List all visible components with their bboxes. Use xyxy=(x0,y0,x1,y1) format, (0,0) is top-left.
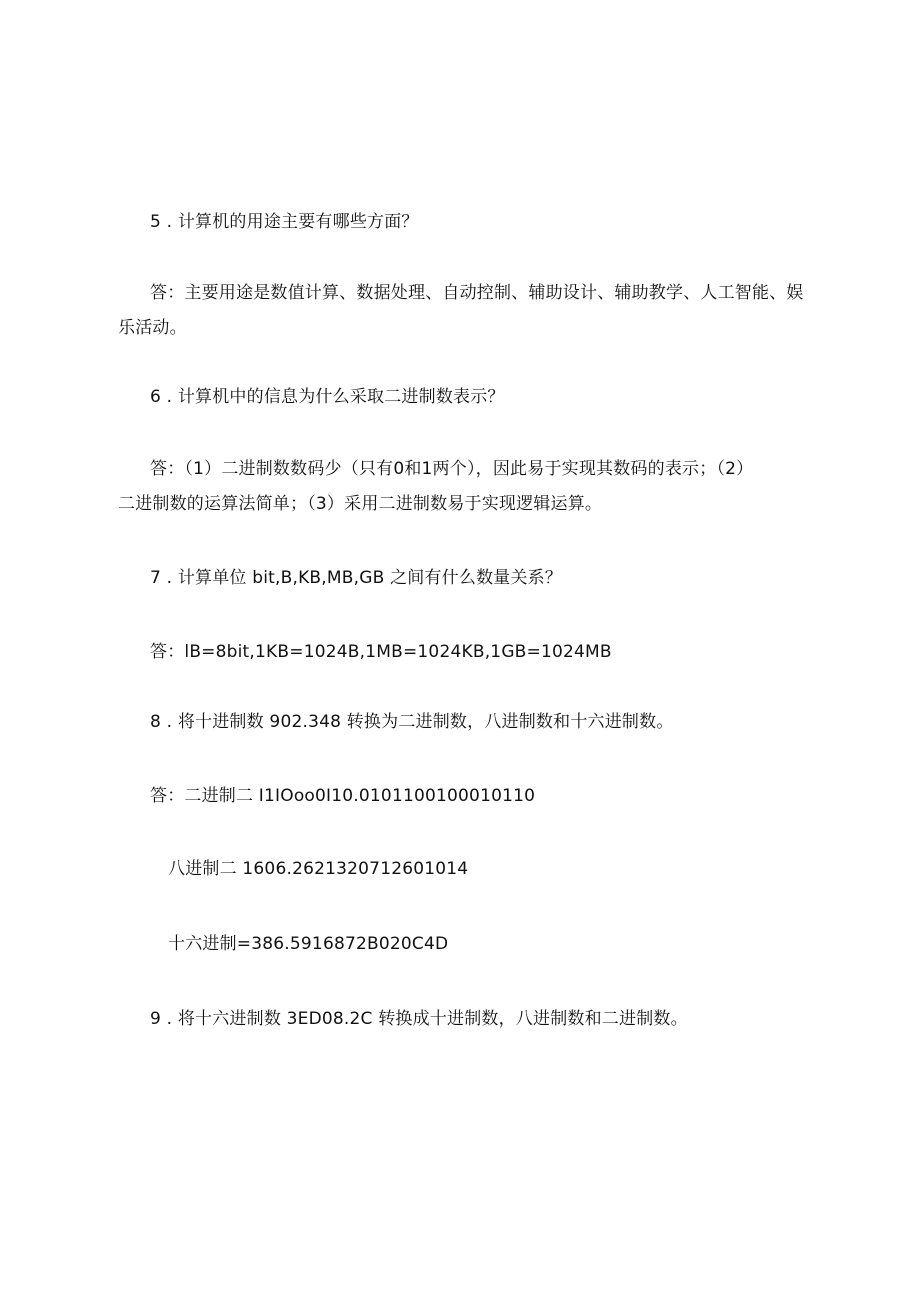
answer-6-line-2: 二进制数的运算法简单；（3）采用二进制数易于实现逻辑运算。 xyxy=(118,494,603,514)
question-7: 7 . 计算单位 bit,B,KB,MB,GB 之间有什么数量关系？ xyxy=(150,568,563,588)
question-8: 8 . 将十进制数 902.348 转换为二进制数，八进制数和十六进制数。 xyxy=(150,712,674,732)
answer-8-octal: 八进制二 1606.2621320712601014 xyxy=(168,859,469,879)
question-5: 5 . 计算机的用途主要有哪些方面？ xyxy=(150,212,419,232)
answer-8-hex: 十六进制=386.5916872B020C4D xyxy=(168,934,449,954)
answer-5-line-2: 乐活动。 xyxy=(118,318,187,338)
question-9: 9 . 将十六进制数 3ED08.2C 转换成十进制数，八进制数和二进制数。 xyxy=(150,1009,688,1029)
answer-8-binary: 答：二进制二 I1IOoo0I10.0101100100010110 xyxy=(150,786,536,806)
question-6: 6 . 计算机中的信息为什么采取二进制数表示？ xyxy=(150,387,505,407)
answer-6-line-1: 答：（1）二进制数数码少（只有0和1两个），因此易于实现其数码的表示；（2） xyxy=(150,459,754,479)
answer-5-line-1: 答：主要用途是数值计算、数据处理、自动控制、辅助设计、辅助教学、人工智能、娱 xyxy=(150,283,804,303)
answer-7: 答：lB=8bit,1KB=1024B,1MB=1024KB,1GB=1024MB xyxy=(150,642,612,662)
